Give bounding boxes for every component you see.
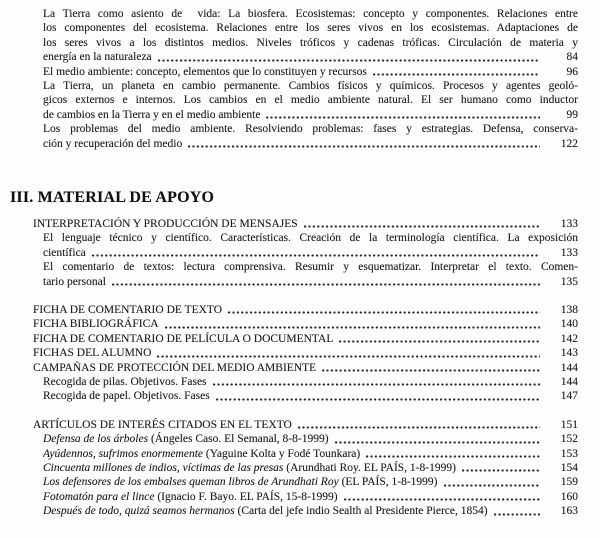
toc-entry [43,231,578,260]
toc-entry-text: El medio ambiente: concepto, elementos que lo constituyen y recursos [43,65,367,78]
toc-entry-last-line [43,461,578,475]
page-number: 122 [560,137,578,150]
dot-leader [335,441,540,444]
dot-leader [366,455,540,458]
toc-blocks [0,7,578,519]
dot-leader [158,59,540,62]
toc-entry [43,504,578,518]
dot-leader [213,383,540,386]
article-title-italic: Después de todo, quizá seamos hermanos [43,505,235,518]
toc-entry-text: energía en la naturaleza [43,51,152,64]
toc-entry-last-line [43,137,578,151]
dot-leader [157,355,540,358]
dot-leader [494,513,540,516]
toc-entry-line: los seres vivos a los distintos medios. Niveles tróficos y cadenas tróficas. Circulación de materia y [43,36,578,49]
page-number: 142 [560,332,578,345]
toc-entry-text: FICHA DE COMENTARIO DE PELÍCULA O DOCUMENTAL [33,332,334,345]
toc-entry-text: Defensa de los árboles (Ángeles Caso. El Semanal, 8-8-1999) [43,433,329,446]
page-number: 147 [560,390,578,403]
dot-leader [344,498,540,501]
toc-entry-line: Los problemas del medio ambiente. Resolviendo problemas: fases y estrategias. Defensa, conserva- [43,123,578,136]
toc-entry [43,461,578,475]
toc-entry [43,7,578,65]
toc-entry-last-line [33,346,578,360]
article-title-italic: Ayúdennos, sufrimos enormemente [43,447,204,460]
page-number: 135 [560,275,578,288]
page-number: 159 [560,476,578,489]
page-number: 153 [560,447,578,460]
toc-entry-text: Después de todo, quizá seamos hermanos (Carta del jefe indio Sealth al Presidente Pierce, 1854) [43,505,488,518]
toc-entry-text: de cambios en la Tierra y en el medio ambiente [43,108,261,121]
toc-entry-last-line [43,432,578,446]
toc-entry [33,361,578,375]
article-title-italic: Los defensores de los embalses queman libros de Arundhati Roy [43,476,339,489]
toc-entry [43,260,578,289]
toc-entry [43,490,578,504]
toc-entry-last-line [43,108,578,122]
dot-leader [165,326,540,329]
toc-entry [33,217,578,231]
section-heading: III. MATERIAL DE APOYO [10,188,215,206]
toc-entry-text: Fotomatón para el lince (Ignacio F. Bayo. EL PAÍS, 15-8-1999) [43,490,338,503]
toc-entry [43,389,578,403]
toc-entry-last-line [33,332,578,346]
toc-entry [43,475,578,489]
toc-entry [43,432,578,446]
dot-leader [92,254,540,257]
toc-entry-text: tario personal [43,275,106,288]
toc-entry-last-line [43,275,578,289]
dot-leader [304,225,540,228]
toc-entry-line: La Tierra, un planeta en cambio permanente. Cambios físicos y químicos. Procesos y agentes geoló- [43,79,578,92]
page-number: 144 [560,376,578,388]
toc-entry-text: CAMPAÑAS DE PROTECCIÓN DEL MEDIO AMBIENTE [33,361,317,374]
toc-entry-last-line [33,418,578,432]
page-number: 151 [560,418,578,431]
page-number: 143 [560,347,578,360]
toc-entry-last-line [33,361,578,375]
toc-entry-line: El lenguaje técnico y científico. Características. Creación de la terminología científica. La exposición [43,232,578,245]
toc-entry-last-line [43,475,578,489]
toc-entry [33,332,578,346]
dot-leader [298,426,540,429]
toc-entry [43,79,578,122]
toc-entry [33,418,578,432]
toc-entry-text: científica [43,246,86,259]
toc-section [0,7,578,151]
page-number: 140 [560,318,578,331]
toc-entry-last-line [43,447,578,461]
toc-section [0,217,578,289]
toc-entry-text: ARTÍCULOS DE INTERÉS CITADOS EN EL TEXTO [33,418,292,431]
toc-entry [33,346,578,360]
page-number: 138 [560,303,578,316]
toc-entry-line: los componentes del ecosistema. Relaciones entre los seres vivos en los ecosistemas. Adaptaciones de [43,22,578,35]
dot-leader [216,398,540,401]
toc-entry [43,65,578,79]
article-title-italic: Defensa de los árboles [43,433,149,446]
toc-entry-line: La Tierra como asiento de vida: La biosfera. Ecosistemas: concepto y componentes. Relaciones entre [43,8,578,20]
toc-entry-last-line [33,317,578,331]
toc-entry [33,303,578,317]
toc-entry [43,122,578,151]
toc-entry-text: FICHA BIBLIOGRÁFICA [33,318,159,331]
toc-entry-last-line [43,389,578,403]
toc-entry-last-line [33,217,578,231]
page-number: 154 [560,462,578,475]
toc-entry-last-line [43,50,578,64]
toc-entry-last-line [43,504,578,518]
toc-entry-text: FICHAS DEL ALUMNO [33,347,152,360]
toc-entry-last-line [43,375,578,389]
toc-entry-text: Los defensores de los embalses queman libros de Arundhati Roy (EL PAÍS, 1-8-1999) [43,476,438,489]
page-number: 163 [560,505,578,518]
toc-entry-line: El comentario de textos: lectura comprensiva. Resumir y esquematizar. Interpretar el texto. Comen- [43,261,578,274]
page-number: 96 [566,65,578,78]
page-number: 152 [560,433,578,446]
page-number: 160 [560,490,578,503]
toc-entry [33,317,578,331]
toc-entry-text: Recogida de papel. Objetivos. Fases [43,390,210,403]
dot-leader [462,469,540,472]
toc-entry-last-line [43,246,578,260]
toc-entry-text: INTERPRETACIÓN Y PRODUCCIÓN DE MENSAJES [33,217,298,230]
page-number: 144 [560,361,578,374]
toc-entry-text: ción y recuperación del medio [43,137,183,150]
page-number: 99 [566,108,578,121]
dot-leader [188,145,540,148]
toc-entry-last-line [33,303,578,317]
page-number: 84 [566,51,578,64]
toc-entry-text: Recogida de pilas. Objetivos. Fases [43,376,207,388]
toc-entry-last-line [43,490,578,504]
dot-leader [322,369,540,372]
toc-entry [43,375,578,389]
dot-leader [228,311,540,314]
toc-section [0,303,578,404]
dot-leader [444,484,541,487]
page-number: 133 [560,246,578,259]
dot-leader [373,73,540,76]
toc-entry-text: Cincuenta millones de indios, víctimas de las presas (Arundhati Roy. EL PAÍS, 1-8-1999) [43,462,456,475]
toc-section [0,418,578,519]
article-title-italic: Fotomatón para el lince [43,490,155,503]
dot-leader [266,116,540,119]
dot-leader [339,340,540,343]
toc-entry-line: gicos externos e internos. Los cambios en el medio ambiente natural. El ser humano como inductor [43,94,578,107]
article-title-italic: Cincuenta millones de indios, víctimas de las presas [43,462,284,475]
toc-entry-last-line [43,65,578,79]
dot-leader [112,283,540,286]
toc-entry-text: Ayúdennos, sufrimos enormemente (Yaguine Kolta y Fodé Tounkara) [43,447,361,460]
toc-entry [43,447,578,461]
toc-entry-text: FICHA DE COMENTARIO DE TEXTO [33,303,223,316]
page-number: 133 [560,217,578,230]
